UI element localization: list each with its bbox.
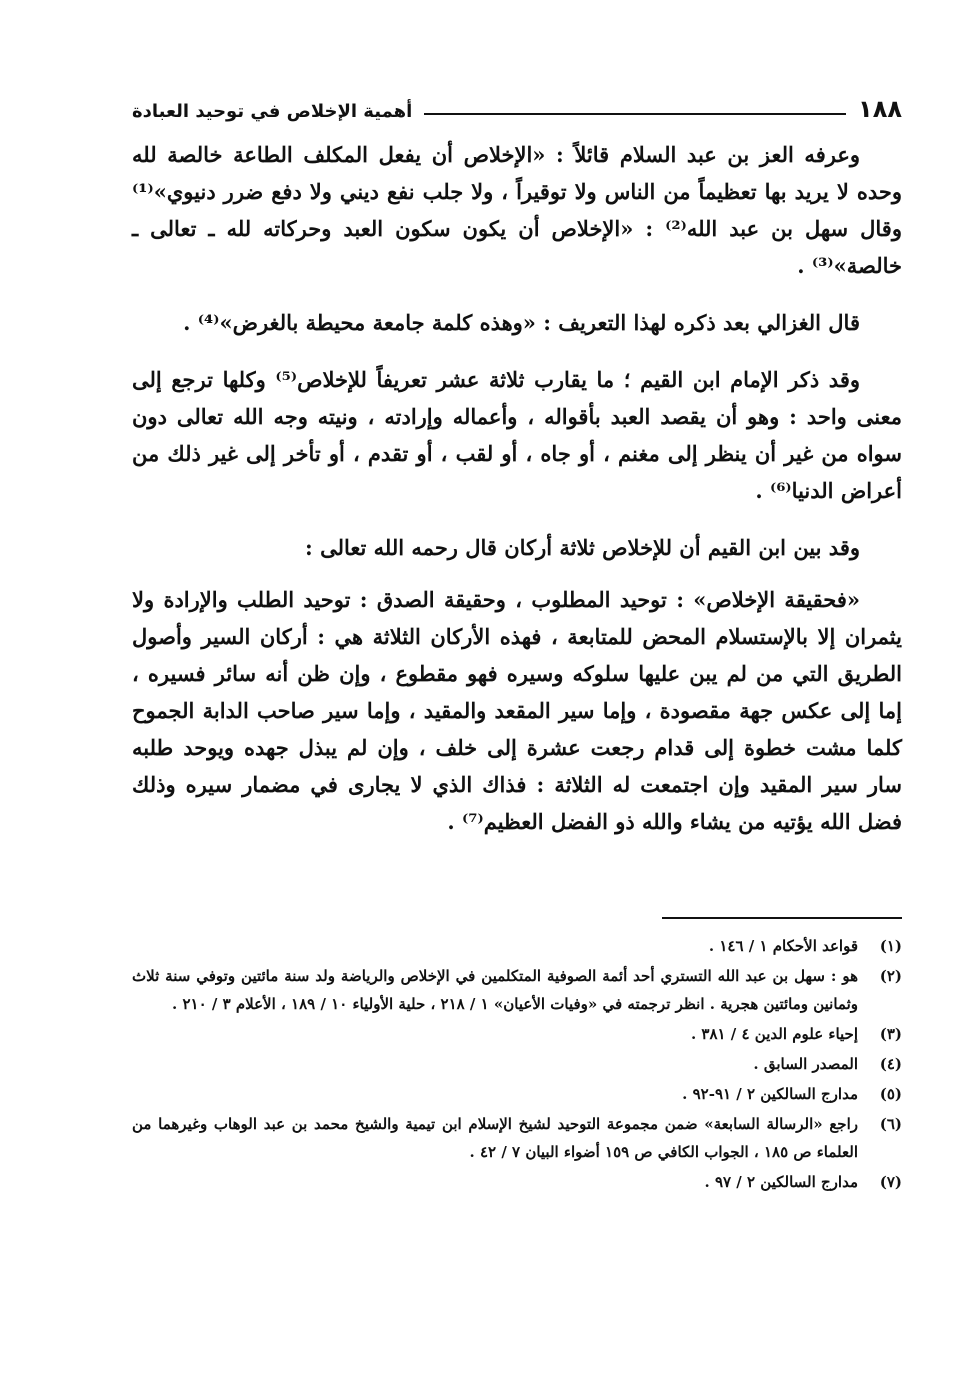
- footnote-text: المصدر السابق .: [753, 1055, 858, 1073]
- footnote-3: [132, 1020, 902, 1048]
- footnote-1: [132, 932, 902, 960]
- footnote-marker: (٣): [879, 1025, 902, 1043]
- footnote-text: مدارج السالكين ٢ / ٩٧ .: [704, 1173, 858, 1191]
- page-number: ١٨٨: [858, 95, 902, 123]
- paragraph-1: وعرفه العز بن عبد السلام قائلاً : «الإخلاص أن يفعل المكلف الطاعة خالصة لله وحده لا يريد بها تعظيماً من الناس ولا توقيراً ، ولا جلب نفع ديني ولا دفع ضرر دنيوي»⁽¹⁾ وقال سهل بن عبد الله⁽²⁾ : «الإخلاص أن يكون سكون العبد وحركاته لله ـ تعالى ـ خالصة»⁽³⁾ .: [132, 142, 902, 278]
- footnote-text: قواعد الأحكام ١ / ١٤٦ .: [708, 937, 858, 955]
- paragraph-3: وقد ذكر الإمام ابن القيم ؛ ما يقارب ثلاثة عشر تعريفاً للإخلاص⁽⁵⁾ وكلها ترجع إلى معنى واحد : وهو أن يقصد العبد بأقواله ، وأعماله وإرادته ، ونيته وجه الله تعالى دون سواه من غير أن ينظر إلى مغنم ، أو جاه ، أو لقب ، أو تقدم ، أو تأخر إلى غير ذلك من أعراض الدنيا⁽⁶⁾ .: [132, 367, 902, 503]
- footnote-marker: (١): [879, 937, 902, 955]
- footnote-marker: (٤): [879, 1055, 902, 1073]
- paragraph-2: قال الغزالي بعد ذكره لهذا التعريف : «وهذه كلمة جامعة محيطة بالغرض»⁽⁴⁾ .: [183, 310, 860, 335]
- page-header: [132, 85, 902, 121]
- footnote-4: [132, 1050, 902, 1078]
- paragraph-4: وقد بين ابن القيم أن للإخلاص ثلاثة أركان قال رحمه الله تعالى :: [305, 535, 860, 560]
- running-title: أهمية الإخلاص في توحيد العبادة: [132, 101, 413, 122]
- footnote-5: [132, 1080, 902, 1108]
- footnote-marker: (٦): [879, 1115, 902, 1133]
- paragraph-5: «فحقيقة الإخلاص» : توحيد المطلوب ، وحقيقة الصدق : توحيد الطلب والإرادة ولا يثمران إلا بالإستسلام المحض للمتابعة ، فهذه الأركان الثلاثة هي : أركان السير وأصول الطريق التي من لم يبن عليها سلوكه وسيره فهو مقطوع ، وإن ظن أنه سائر فسيره ، إما إلى عكس جهة مقصودة ، وإما سير المقعد والمقيد ، وإما سير صاحب الدابة الجموح كلما مشت خطوة إلى قدام رجعت عشرة إلى خلف ، وإن لم يبذل جهده ويوحد طلبه سار سير المقيد وإن اجتمعت له الثلاثة : فذاك الذي لا يجارى في مضمار سيره وذلك فضل الله يؤتيه من يشاء والله ذو الفضل العظيم⁽⁷⁾ .: [132, 587, 902, 834]
- footnote-7: [132, 1168, 902, 1196]
- footnotes: [132, 932, 902, 1198]
- main-text: [132, 136, 902, 860]
- footnote-text: مدارج السالكين ٢ / ٩١-٩٢ .: [682, 1085, 858, 1103]
- footnote-text: راجع «الرسالة السابعة» ضمن مجموعة التوحيد لشيخ الإسلام ابن تيمية والشيخ محمد بن عبد الوهاب وغيرهما من العلماء ص ١٨٥ ، الجواب الكافي ص ١٥٩ أضواء البيان ٧ / ٤٢ .: [132, 1115, 858, 1161]
- footnote-marker: (٧): [879, 1173, 902, 1191]
- header-rule: [424, 113, 846, 115]
- footnote-2: [132, 962, 902, 1018]
- footnote-marker: (٢): [879, 967, 902, 985]
- footnote-text: إحياء علوم الدين ٤ / ٣٨١ .: [690, 1025, 858, 1043]
- footnote-text: هو : سهل بن عبد الله التستري أحد أئمة الصوفية المتكلمين في الإخلاص والرياضة ولد سنة مائتين وتوفي سنة ثلاث وثمانين ومائتين هجرية . انظر ترجمته في «وفيات الأعيان» ١ / ٢١٨ ، حلية الأولياء ١٠ / ١٨٩ ، الأعلام ٣ / ٢١٠ .: [132, 967, 858, 1013]
- footnote-marker: (٥): [879, 1085, 902, 1103]
- footnote-6: [132, 1110, 902, 1166]
- footnote-separator: [662, 917, 902, 919]
